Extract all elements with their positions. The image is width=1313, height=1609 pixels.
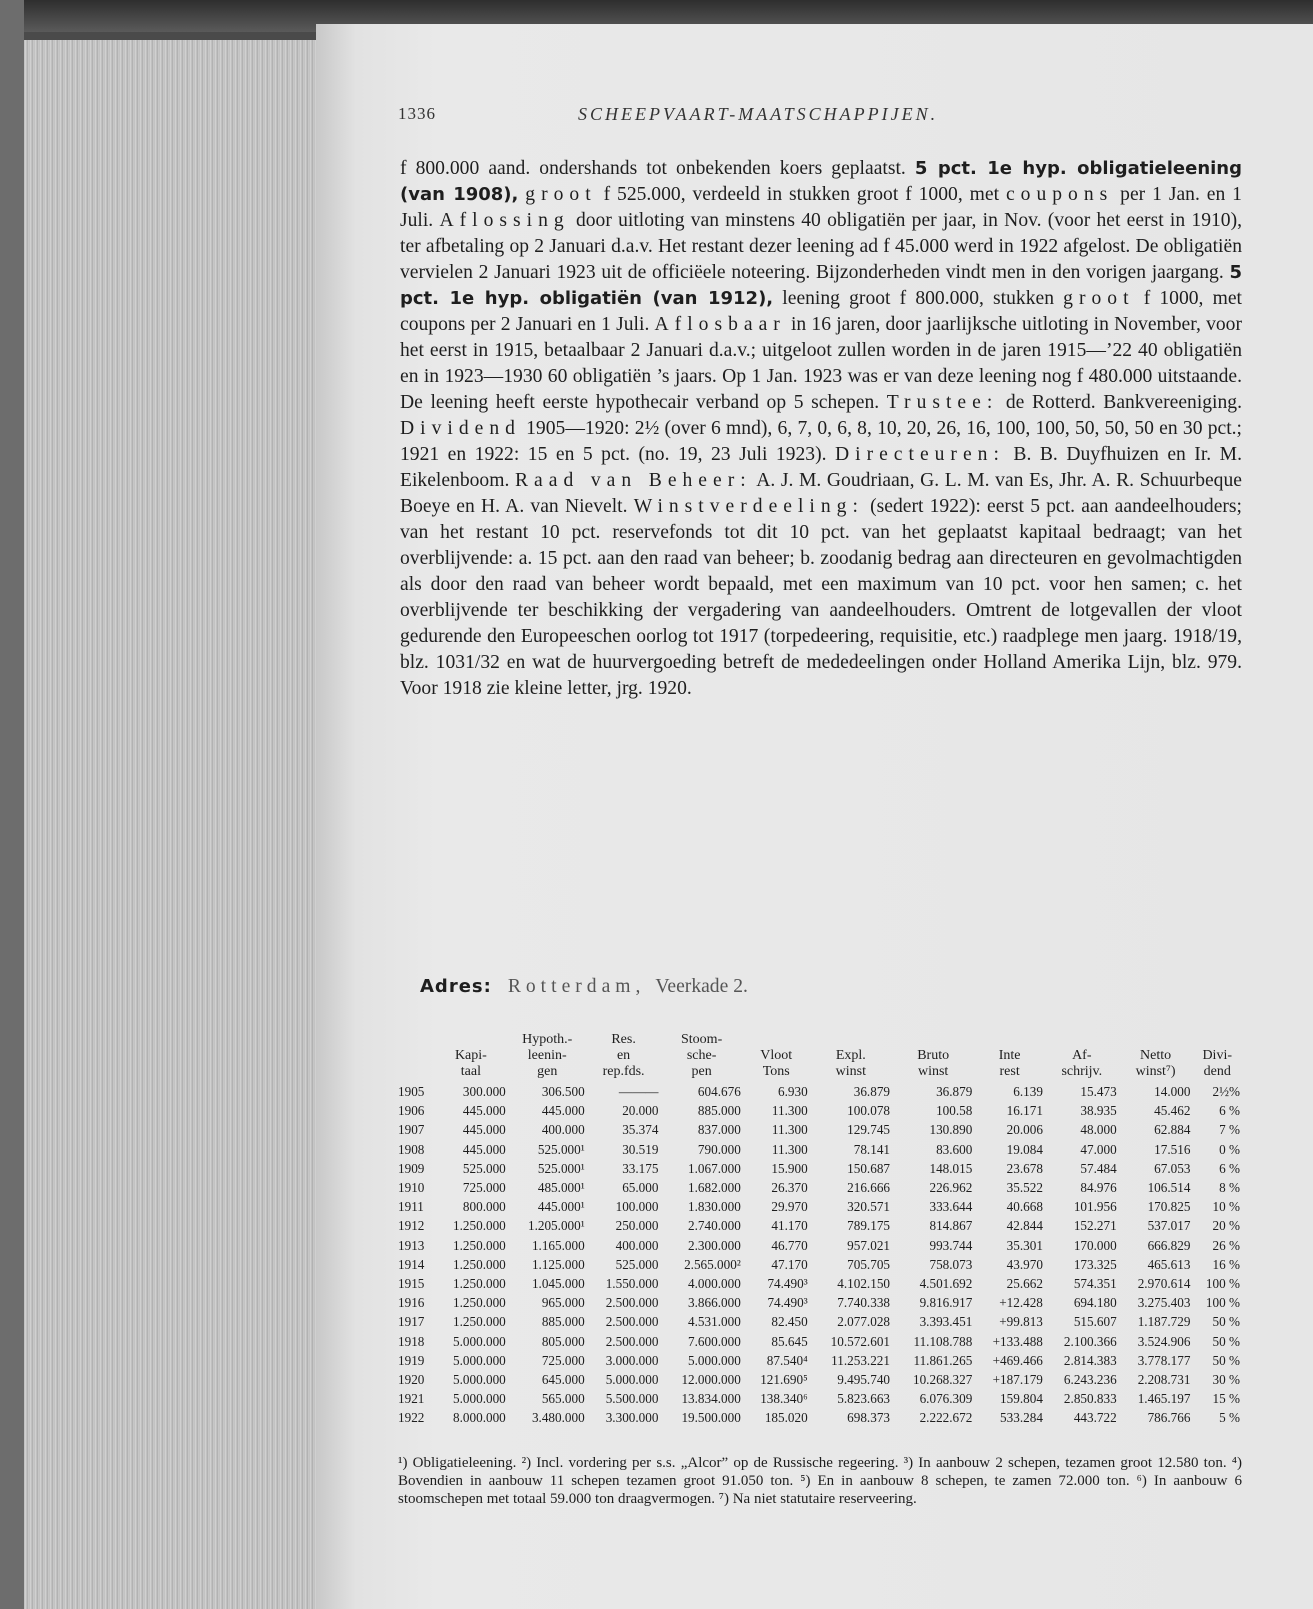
table-cell: 84.976 (1080, 1180, 1117, 1196)
table-cell: 485.000¹ (537, 1180, 585, 1196)
table-cell: 5 % (1219, 1410, 1240, 1426)
table-row (396, 1140, 1242, 1159)
table-cell: 170.000 (1073, 1237, 1117, 1253)
table-cell: 306.500 (541, 1084, 585, 1099)
table-cell: 443.722 (1073, 1410, 1117, 1426)
table-cell: 2.500.000 (605, 1295, 659, 1311)
text-segment: door uitloting van minstens 40 obligatiën per jaar, in Nov. (voor het eerst in 1910), ter afbetaling op 2 Januari d.a.v. Het restant dezer leening ad f 45.000 werd in 1922 afgelost. De obligatiën vervielen 2 Januari 1923 uit de officiëele noteering. Bijzonderheden vindt men in den vorigen jaargang. (400, 210, 1243, 283)
table-cell: 23.678 (1006, 1160, 1043, 1176)
table-cell: 7.600.000 (688, 1333, 741, 1349)
table-cell: 250.000 (615, 1218, 659, 1234)
body-text (400, 156, 1242, 702)
table-cell: 533.284 (1000, 1410, 1043, 1426)
table-cell: 20.006 (1006, 1122, 1043, 1138)
table-cell: 574.351 (1073, 1276, 1117, 1292)
table-cell: 226.962 (929, 1180, 973, 1196)
book-page (316, 24, 1313, 1609)
loan-heading-1912: 5 pct. 1e hyp. obligatiën (van 1912), (400, 262, 1242, 309)
table-row (396, 1293, 1242, 1312)
table-cell: 38.935 (1080, 1103, 1117, 1119)
table-cell: 1.250.000 (453, 1295, 506, 1311)
year-cell: 1912 (398, 1218, 425, 1234)
year-cell: 1909 (398, 1160, 425, 1176)
address-street: Veerkade 2. (655, 976, 748, 997)
text-segment: f 1000, met coupons per 2 Januari en 1 Juli. (400, 288, 1242, 335)
table-row (396, 1178, 1242, 1197)
table-cell: 50 % (1212, 1333, 1240, 1349)
table-cell: 45.462 (1154, 1103, 1191, 1119)
year-cell: 1906 (398, 1103, 425, 1119)
table-cell: 2.500.000 (605, 1314, 659, 1330)
table-cell: 46.770 (771, 1237, 808, 1253)
table-cell: 159.804 (1000, 1391, 1043, 1407)
table-cell: 3.480.000 (531, 1410, 585, 1426)
table-cell: 6 % (1219, 1103, 1240, 1119)
table-cell: 2.208.731 (1137, 1372, 1191, 1388)
table-cell: 8 % (1219, 1180, 1240, 1196)
table-cell: 4.000.000 (688, 1276, 741, 1292)
table-cell: 2.850.833 (1063, 1391, 1117, 1407)
table-cell: 148.015 (929, 1160, 973, 1176)
year-cell: 1917 (398, 1314, 425, 1330)
text-segment: 1905—1920: 2½ (over 6 mnd), 6, 7, 0, 6, 8, 10, 20, 26, 16, 100, 100, 50, 50, 50 en 30 pct.; 1921 en 1922: 15 en 5 pct. (no. 19, 23 Juli 1923). (400, 418, 1242, 465)
table-cell: 65.000 (622, 1180, 659, 1196)
table-cell: 100.58 (936, 1103, 973, 1119)
year-cell: 1913 (398, 1237, 425, 1253)
table-cell: 694.180 (1073, 1295, 1117, 1311)
table-cell: 537.017 (1147, 1218, 1191, 1234)
address-city: Rotterdam, (507, 976, 646, 997)
table-cell: 725.000 (541, 1352, 585, 1368)
table-cell: 11.300 (771, 1141, 808, 1157)
financial-table (396, 1032, 1242, 1428)
table-cell: 1.682.000 (688, 1180, 741, 1196)
table-cell: 1.250.000 (453, 1276, 506, 1292)
table-row (396, 1408, 1242, 1427)
table-cell: 100 % (1205, 1276, 1240, 1292)
table-cell: 47.170 (771, 1256, 808, 1272)
table-cell: 5.000.000 (453, 1333, 506, 1349)
column-header: Af- schrijv. (1061, 1048, 1103, 1079)
table-cell: 814.867 (929, 1218, 973, 1234)
table-cell: 6.076.309 (919, 1391, 973, 1407)
table-cell: 645.000 (541, 1372, 585, 1388)
table-cell: 5.000.000 (688, 1352, 741, 1368)
table-cell: 14.000 (1154, 1084, 1191, 1099)
table-cell: 445.000 (462, 1141, 506, 1157)
table-cell: 465.613 (1147, 1256, 1191, 1272)
year-cell: 1918 (398, 1333, 425, 1349)
table-cell: 106.514 (1147, 1180, 1191, 1196)
table-row (396, 1312, 1242, 1331)
table-cell: 698.373 (847, 1410, 890, 1426)
table-cell: 1.250.000 (453, 1218, 506, 1234)
table-cell: 400.000 (541, 1122, 585, 1138)
table-cell: 11.861.265 (913, 1352, 973, 1368)
table-cell: 11.300 (771, 1122, 808, 1138)
footnotes (398, 1454, 1242, 1508)
table-cell: 11.108.788 (913, 1333, 973, 1349)
table-cell: 300.000 (462, 1084, 506, 1099)
table-cell: 30 % (1212, 1372, 1240, 1388)
column-header: Inte rest (998, 1048, 1021, 1079)
table-cell: 1.205.000¹ (527, 1218, 585, 1234)
table-cell: 3.000.000 (605, 1352, 659, 1368)
running-header (398, 104, 1278, 130)
table-cell: 6.930 (778, 1084, 808, 1099)
table-cell: 805.000 (541, 1333, 585, 1349)
table-cell: 138.340⁶ (760, 1391, 808, 1407)
table-cell: 216.666 (847, 1180, 890, 1196)
book-edge (0, 0, 24, 1609)
table-cell: ——— (618, 1084, 659, 1099)
table-cell: 6 % (1219, 1160, 1240, 1176)
table-cell: +187.179 (992, 1372, 1043, 1388)
table-cell: 3.778.177 (1137, 1352, 1191, 1368)
year-cell: 1921 (398, 1391, 425, 1407)
table-cell: 13.834.000 (681, 1391, 741, 1407)
table-row (396, 1101, 1242, 1120)
table-cell: 67.053 (1154, 1160, 1191, 1176)
table-cell: 57.484 (1080, 1160, 1117, 1176)
table-cell: +99.813 (999, 1314, 1043, 1330)
table-cell: 11.253.221 (831, 1352, 890, 1368)
table-cell: 445.000 (462, 1103, 506, 1119)
table-cell: 1.045.000 (531, 1276, 585, 1292)
table-row (396, 1216, 1242, 1235)
year-cell: 1911 (398, 1199, 424, 1215)
table-cell: 320.571 (847, 1199, 890, 1215)
table-cell: 78.141 (853, 1141, 890, 1157)
table-cell: 47.000 (1080, 1141, 1117, 1157)
table-cell: 5.500.000 (605, 1391, 659, 1407)
text-segment: per 1 Jan. en 1 Juli. (400, 184, 1242, 231)
table-cell: 26.370 (771, 1180, 808, 1196)
table-body (396, 1082, 1242, 1428)
table-cell: 2.500.000 (605, 1333, 659, 1349)
column-header: Bruto winst (917, 1048, 950, 1079)
table-cell: 48.000 (1080, 1122, 1117, 1138)
table-cell: 173.325 (1073, 1256, 1117, 1272)
year-cell: 1916 (398, 1295, 425, 1311)
address-label: Adres: (420, 976, 492, 997)
table-cell: 74.490³ (767, 1276, 808, 1292)
footnote-text: ¹) Obligatieleening. ²) Incl. vordering per s.s. „Alcor” op de Russische regeering. ³) In aanbouw 2 schepen, tezamen groot 12.580 ton. ⁴) Bovendien in aanbouw 11 schepen tezamen groot 91.050 ton. ⁵) En in aanbouw 8 schepen, te zamen 72.000 ton. ⁶) In aanbouw 6 stoomschepen met totaal 59.000 ton draagvermogen. ⁷) Na niet statutaire reserveering. (398, 1455, 1242, 1507)
table-cell: 790.000 (697, 1141, 741, 1157)
table-cell: 5.000.000 (605, 1372, 659, 1388)
table-cell: 26 % (1212, 1237, 1240, 1253)
table-cell: 35.374 (622, 1122, 659, 1138)
table-cell: 2.222.672 (919, 1410, 973, 1426)
column-header: Divi- dend (1202, 1048, 1232, 1079)
spaced-term: Trustee: (886, 392, 999, 413)
table-cell: 525.000¹ (537, 1141, 585, 1157)
table-cell: 25.662 (1006, 1276, 1043, 1292)
table-cell: 8.000.000 (453, 1410, 506, 1426)
table-cell: 40.668 (1006, 1199, 1043, 1215)
spaced-term: groot (1063, 288, 1135, 309)
table-row (396, 1332, 1242, 1351)
table-cell: 1.250.000 (453, 1314, 506, 1330)
table-cell: 33.175 (622, 1160, 659, 1176)
table-cell: +133.488 (992, 1333, 1043, 1349)
table-cell: 4.102.150 (837, 1276, 890, 1292)
table-cell: 7 % (1219, 1122, 1240, 1138)
table-cell: 150.687 (847, 1160, 890, 1176)
table-cell: 41.170 (771, 1218, 808, 1234)
spaced-term: Winstverdeeling: (633, 496, 864, 517)
table-cell: 85.645 (771, 1333, 808, 1349)
table-row (396, 1197, 1242, 1216)
table-cell: 2.300.000 (688, 1237, 741, 1253)
table-row (396, 1351, 1242, 1370)
text-segment: (sedert 1922): eerst 5 pct. aan aandeelhouders; van het restant 10 pct. reservefonds tot dit 10 pct. van het geplaatst kapitaal bedraagt; van het overblijvende: a. 15 pct. aan den raad van beheer; b. zoodanig bedrag aan directeuren en gevolmachtigden als door den raad van beheer wordt bepaald, met een maximum van 10 pct. voor hen samen; c. het overblijvende ter beschikking der vergadering van aandeelhouders. Omtrent de lotgevallen der vloot gedurende den Europeeschen oorlog tot 1917 (torpedeering, requisitie, etc.) raadplege men jaarg. 1918/19, blz. 1031/32 en wat de huurvergoeding betreft de mededeelingen onder Holland Amerika Lijn, blz. 979. Voor 1918 zie kleine letter, jrg. 1920. (400, 496, 1242, 699)
table-row (396, 1274, 1242, 1293)
text-segment: f 800.000 aand. ondershands tot onbekenden koers geplaatst. (400, 158, 915, 179)
table-cell: 758.073 (929, 1256, 973, 1272)
column-header: Netto winst⁷) (1135, 1048, 1176, 1079)
table-cell: 30.519 (622, 1141, 659, 1157)
table-cell: 100 % (1205, 1295, 1240, 1311)
table-cell: 445.000¹ (537, 1199, 585, 1215)
table-cell: 515.607 (1073, 1314, 1117, 1330)
table-cell: 12.000.000 (681, 1372, 741, 1388)
table-cell: 6.139 (1013, 1084, 1043, 1099)
table-cell: 1.550.000 (605, 1276, 659, 1292)
table-cell: 725.000 (462, 1180, 506, 1196)
table-cell: 837.000 (697, 1122, 741, 1138)
table-cell: 885.000 (697, 1103, 741, 1119)
loan-heading-1908: 5 pct. 1e hyp. obligatieleening (van 1908), (400, 158, 1242, 205)
table-cell: 786.766 (1147, 1410, 1191, 1426)
table-cell: 3.393.451 (919, 1314, 973, 1330)
spaced-term: Dividend (400, 418, 521, 439)
text-segment: in 16 jaren, door jaarlijksche uitloting in November, voor het eerst in 1915, betaalbaar 2 Januari d.a.v.; uitgeloot zullen worden in de jaren 1915—’22 40 obligatiën en in 1923—1930 60 obligatiën ’s jaars. Op 1 Jan. 1923 was er van deze leening nog f 480.000 uitstaande. De leening heeft eerste hypothecair verband op 5 schepen. (400, 314, 1242, 413)
column-header: Stoom- sche- pen (681, 1032, 723, 1079)
table-cell: 35.301 (1006, 1237, 1043, 1253)
table-cell: 50 % (1212, 1314, 1240, 1330)
table-cell: 6.243.236 (1063, 1372, 1117, 1388)
year-cell: 1919 (398, 1352, 425, 1368)
year-cell: 1920 (398, 1372, 425, 1388)
table-cell: 525.000¹ (537, 1160, 585, 1176)
table-cell: 2.565.000² (684, 1256, 741, 1272)
year-cell: 1907 (398, 1122, 425, 1138)
table-cell: 129.745 (847, 1122, 890, 1138)
table-cell: 1.067.000 (688, 1160, 741, 1176)
table-cell: 789.175 (847, 1218, 890, 1234)
table-cell: 3.275.403 (1137, 1295, 1191, 1311)
table-cell: 87.540⁴ (766, 1352, 808, 1368)
table-cell: 1.465.197 (1137, 1391, 1191, 1407)
table-cell: 885.000 (541, 1314, 585, 1330)
table-cell: 16.171 (1006, 1103, 1043, 1119)
table-cell: 1.250.000 (453, 1256, 506, 1272)
column-header: Expl. winst (835, 1048, 866, 1079)
table-header-row (396, 1032, 1242, 1082)
table-cell: 5.000.000 (453, 1372, 506, 1388)
spaced-term: Aflosbaar (654, 314, 786, 335)
year-cell: 1922 (398, 1410, 425, 1426)
table-cell: 3.300.000 (605, 1410, 659, 1426)
column-header: Hypoth.- leenin- gen (522, 1032, 573, 1079)
table-cell: 445.000 (541, 1103, 585, 1119)
table-cell: 565.000 (541, 1391, 585, 1407)
table-cell: 101.956 (1073, 1199, 1117, 1215)
table-cell: 5.000.000 (453, 1352, 506, 1368)
table-cell: 11.300 (771, 1103, 808, 1119)
table-cell: 82.450 (771, 1314, 808, 1330)
body-paragraph (400, 156, 1242, 702)
table-cell: 15.900 (771, 1160, 808, 1176)
table-cell: 15.473 (1080, 1084, 1117, 1099)
spaced-term: Raad van Beheer: (514, 470, 752, 491)
table-row (396, 1082, 1242, 1101)
column-header: Vloot Tons (760, 1048, 793, 1079)
table-cell: 16 % (1212, 1256, 1240, 1272)
table-cell: 3.866.000 (688, 1295, 741, 1311)
table-cell: 50 % (1212, 1352, 1240, 1368)
table-cell: 604.676 (697, 1084, 741, 1099)
spaced-term: coupons (1005, 184, 1114, 205)
table-cell: 445.000 (462, 1122, 506, 1138)
table-cell: 42.844 (1006, 1218, 1043, 1234)
table-cell: 2.740.000 (688, 1218, 741, 1234)
table-cell: 185.020 (764, 1410, 808, 1426)
table-cell: 36.879 (936, 1084, 973, 1099)
table-cell: 100.000 (615, 1199, 659, 1215)
year-cell: 1905 (398, 1084, 425, 1099)
table-cell: 1.830.000 (688, 1199, 741, 1215)
spaced-term: Directeuren: (834, 444, 1005, 465)
column-header: Res. en rep.fds. (602, 1032, 645, 1079)
table-cell: 7.740.338 (837, 1295, 890, 1311)
table-cell: 15 % (1212, 1391, 1240, 1407)
table-cell: 1.125.000 (531, 1256, 585, 1272)
table-cell: 1.165.000 (531, 1237, 585, 1253)
year-cell: 1908 (398, 1141, 425, 1157)
table-row (396, 1159, 1242, 1178)
table-cell: 1.250.000 (453, 1237, 506, 1253)
table-cell: 525.000 (615, 1256, 659, 1272)
table-cell: 2.970.614 (1137, 1276, 1191, 1292)
table-cell: 10.268.327 (912, 1372, 973, 1388)
table-cell: 666.829 (1147, 1237, 1191, 1253)
table-cell: 152.271 (1073, 1218, 1117, 1234)
table-cell: 100.078 (847, 1103, 890, 1119)
year-cell: 1914 (398, 1256, 425, 1272)
address-line (420, 976, 748, 998)
year-cell: 1915 (398, 1276, 425, 1292)
table-cell: 2.100.366 (1063, 1333, 1117, 1349)
table-cell: 62.884 (1154, 1122, 1191, 1138)
table-cell: 17.516 (1154, 1141, 1191, 1157)
table-cell: 74.490³ (767, 1295, 808, 1311)
table-cell: 5.823.663 (837, 1391, 890, 1407)
running-title: SCHEEPVAART-MAATSCHAPPIJEN. (578, 104, 939, 124)
table-row (396, 1120, 1242, 1139)
column-header: Kapi- taal (454, 1048, 487, 1079)
table-cell: 20.000 (622, 1103, 659, 1119)
table-cell: 4.501.692 (919, 1276, 973, 1292)
table-cell: 83.600 (936, 1141, 973, 1157)
table-row (396, 1370, 1242, 1389)
table-cell: 525.000 (462, 1160, 506, 1176)
table-cell: 705.705 (847, 1256, 890, 1272)
table-cell: 3.524.906 (1137, 1333, 1191, 1349)
text-segment: f 525.000, verdeeld in stukken groot f 1000, met (596, 184, 1006, 205)
page-number: 1336 (398, 104, 436, 123)
table-cell: 121.690⁵ (760, 1372, 808, 1388)
table-cell: 19.500.000 (681, 1410, 741, 1426)
table-cell: 2.077.028 (837, 1314, 890, 1330)
table-cell: 400.000 (615, 1237, 659, 1253)
table-cell: 36.879 (853, 1084, 890, 1099)
table-cell: 19.084 (1006, 1141, 1043, 1157)
text-segment: de Rotterd. Bankvereeniging. (998, 392, 1242, 413)
table-cell: 35.522 (1006, 1180, 1043, 1196)
spaced-term: groot (525, 184, 597, 205)
table-cell: 333.644 (929, 1199, 973, 1215)
table-cell: 43.970 (1006, 1256, 1043, 1272)
table-cell: 29.970 (771, 1199, 808, 1215)
table-cell: 2½% (1212, 1084, 1240, 1099)
table-cell: 10 % (1212, 1199, 1240, 1215)
table-cell: +469.466 (992, 1352, 1043, 1368)
table-cell: 10.572.601 (830, 1333, 890, 1349)
table-row (396, 1255, 1242, 1274)
table-cell: 170.825 (1147, 1199, 1191, 1215)
table-cell: 800.000 (462, 1199, 506, 1215)
year-cell: 1910 (398, 1180, 425, 1196)
table-cell: 993.744 (929, 1237, 973, 1253)
page-stack (24, 40, 316, 1609)
table-row (396, 1236, 1242, 1255)
spaced-term: Aflossing (439, 210, 570, 231)
table-cell: +12.428 (999, 1295, 1043, 1311)
text-segment: A. J. M. Goudriaan, G. L. M. van Es, Jhr. A. R. Schuurbeque Boeye en H. A. van Nievelt. (400, 470, 1242, 517)
text-segment: leening groot f 800.000, stukken (773, 288, 1064, 309)
column-header (396, 1032, 434, 1082)
table-cell: 130.890 (929, 1122, 973, 1138)
table-cell: 0 % (1219, 1141, 1240, 1157)
table-cell: 4.531.000 (688, 1314, 741, 1330)
table-cell: 5.000.000 (453, 1391, 506, 1407)
table-cell: 9.495.740 (837, 1372, 890, 1388)
table-cell: 2.814.383 (1063, 1352, 1117, 1368)
table-cell: 957.021 (847, 1237, 890, 1253)
table-cell: 1.187.729 (1137, 1314, 1191, 1330)
table-row (396, 1389, 1242, 1408)
text-segment: B. B. Duyfhuizen en Ir. M. Eikelenboom. (400, 444, 1242, 491)
table-cell: 9.816.917 (919, 1295, 973, 1311)
table-cell: 965.000 (541, 1295, 585, 1311)
table-cell: 20 % (1212, 1218, 1240, 1234)
